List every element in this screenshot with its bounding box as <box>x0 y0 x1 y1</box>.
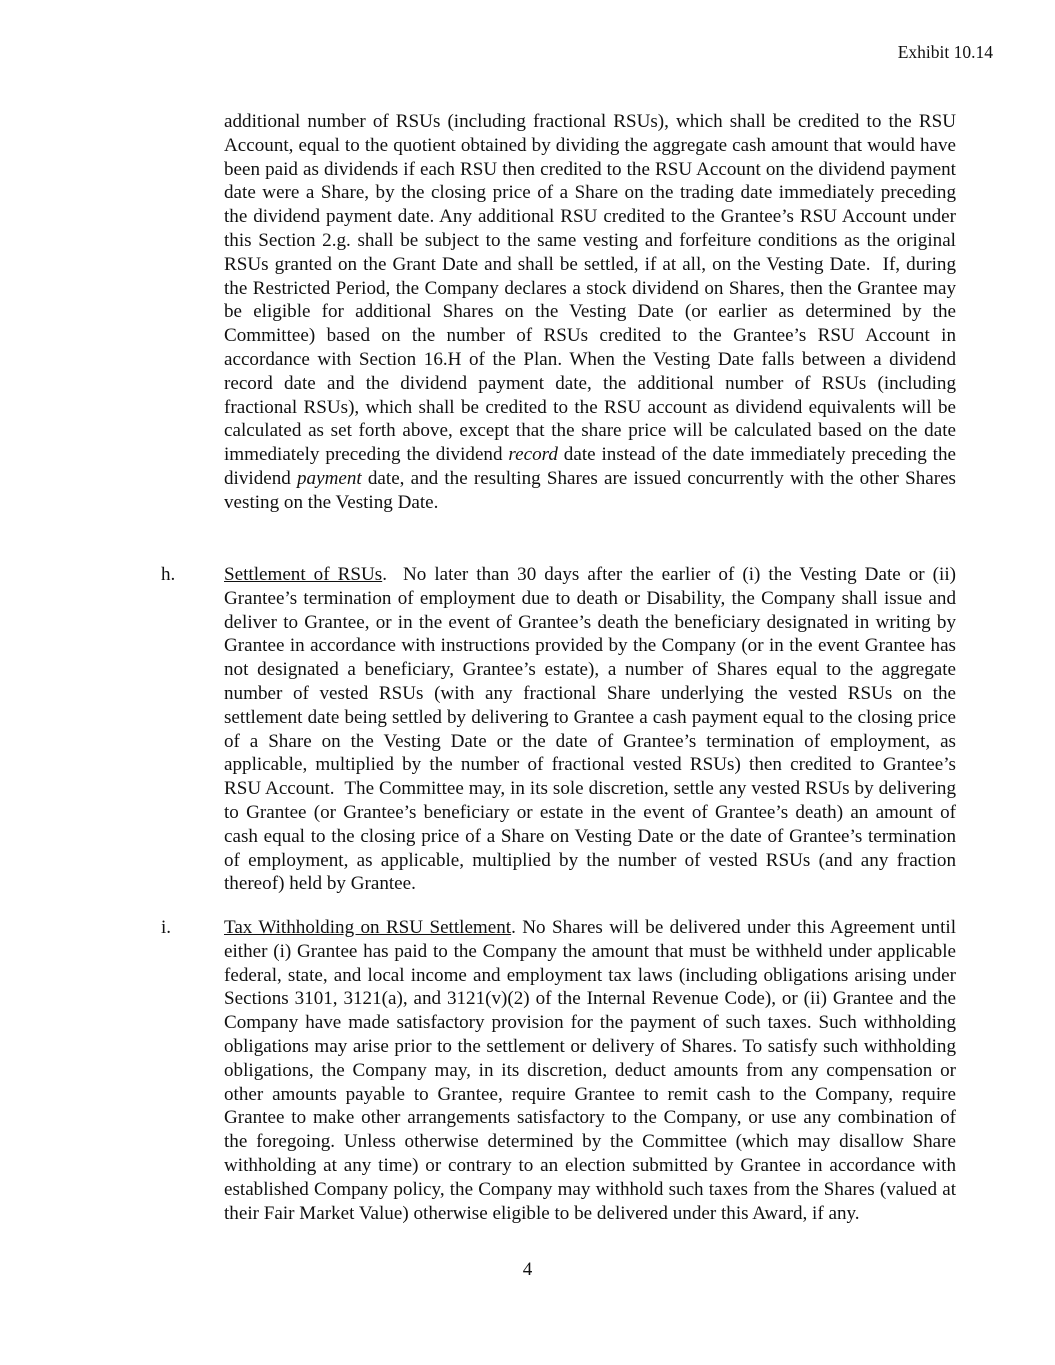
section-i-paragraph <box>224 916 956 1225</box>
section-g-text-3: date, and the resulting Shares are issued concurrently with the other Shares vesting on the Vesting Date. <box>224 467 956 513</box>
section-i-body: . No Shares will be delivered under this Agreement until either (i) Grantee has paid to the Company the amount that must be withheld under applicable federal, state, and local income and employment tax laws (including obligations arising under Sections 3101, 3121(a), and 3121(v)(2) of the Internal Revenue Code), or (ii) Grantee and the Company have made satisfactory provision for the payment of such taxes. Such withholding obligations may arise prior to the settlement or delivery of Shares. To satisfy such withholding obligations, the Company may, in its discretion, deduct amounts from any compensation or other amounts payable to Grantee, require Grantee to remit cash to the Company, require Grantee to make other arrangements satisfactory to the Company, or use any combination of the foregoing. Unless otherwise determined by the Committee (which may disallow Share withholding at any time) or contrary to an election submitted by Grantee in accordance with established Company policy, the Company may withhold such taxes from the Shares (valued at their Fair Market Value) otherwise eligible to be delivered under this Award, if any. <box>224 917 956 1224</box>
section-h-marker: h. <box>161 564 176 585</box>
page-number: 4 <box>522 1259 533 1280</box>
section-i-heading: Tax Withholding on RSU Settlement <box>224 917 512 938</box>
section-g-text-1: additional number of RSUs (including fractional RSUs), which shall be credited to the RSU Account, equal to the quotient obtained by dividing the aggregate cash amount that would have been paid as dividends if each RSU then credited to the RSU Account on the dividend payment date were a Share, by the closing price of a Share on the trading date immediately preceding the dividend payment date. Any additional RSU credited to the Grantee’s RSU Account under this Section 2.g. shall be subject to the same vesting and forfeiture conditions as the original RSUs granted on the Grant Date and shall be settled, if at all, on the Vesting Date. If, during the Restricted Period, the Company declares a stock dividend on Shares, then the Grantee may be eligible for additional Shares on the Vesting Date (or earlier as determined by the Committee) based on the number of RSUs credited to the Grantee’s RSU Account in accordance with Section 16.H of the Plan. When the Vesting Date falls between a dividend record date and the dividend payment date, the additional number of RSUs (including fractional RSUs), which shall be credited to the RSU account as dividend equivalents will be calculated as set forth above, except that the share price will be calculated based on the date immediately preceding the dividend <box>224 111 956 466</box>
section-h-paragraph <box>224 563 956 896</box>
exhibit-label: Exhibit 10.14 <box>897 42 993 62</box>
section-h-body: . No later than 30 days after the earlier of (i) the Vesting Date or (ii) Grantee’s termination of employment due to death or Disability, the Company shall issue and deliver to Grantee, or in the event of Grantee’s death the beneficiary designated in writing by Grantee in accordance with instructions provided by the Company (or in the event Grantee has not designated a beneficiary, Grantee’s estate), a number of Shares equal to the aggregate number of vested RSUs (with any fractional Share underlying the vested RSUs on the settlement date being settled by delivering to Grantee a cash payment equal to the closing price of a Share on the Vesting Date or the date of Grantee’s termination of employment, as applicable, multiplied by the number of fractional vested RSUs) then credited to Grantee’s RSU Account. The Committee may, in its sole discretion, settle any vested RSUs by delivering to Grantee (or Grantee’s beneficiary or estate in the event of Grantee’s death) an amount of cash equal to the closing price of a Share on Vesting Date or the date of Grantee’s termination of employment, as applicable, multiplied by the number of vested RSUs (and any fraction thereof) held by Grantee. <box>224 564 956 895</box>
section-g-continuation <box>224 110 956 515</box>
section-g-italic-payment: payment <box>297 467 362 489</box>
section-g-italic-record: record <box>508 444 558 466</box>
section-i-marker: i. <box>161 917 172 938</box>
section-g-text-2: date instead of the date immediately preceding the dividend <box>224 444 956 489</box>
section-h-heading: Settlement of RSUs <box>224 564 383 585</box>
